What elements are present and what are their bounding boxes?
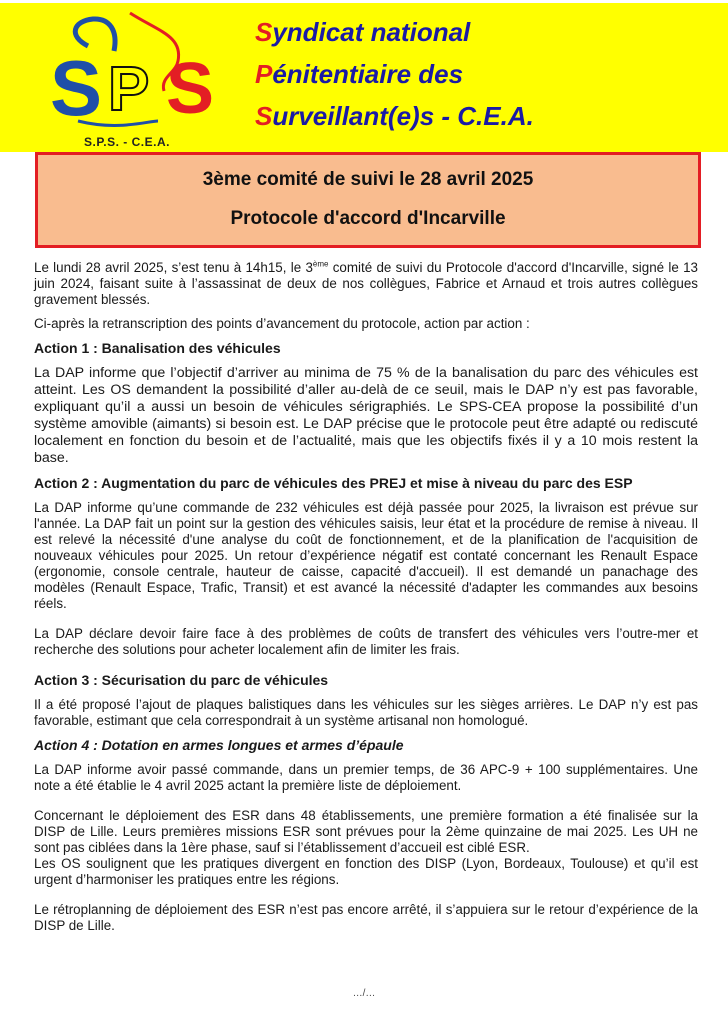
header-band bbox=[0, 3, 728, 152]
action-2-heading: Action 2 : Augmentation du parc de véhicules des PREJ et mise à niveau du parc des ESP bbox=[34, 475, 633, 491]
action-3-paragraph: Il a été proposé l’ajout de plaques balistiques dans les véhicules sur les sièges arrières. Le DAP n’y est pas favorable, estimant que cela correspondrait à un système artisanal non homologué. bbox=[34, 697, 698, 728]
action-4-paragraph: Concernant le déploiement des ESR dans 48 établissements, une première formation a été finalisée sur la DISP de Lille. Leurs premières missions ESR sont prévues pour la 2ème quinzaine de mai 2025. Les UH ne sont pas ciblées dans la 1ère phase, sauf si l’établissement d’accueil est ciblé ESR. bbox=[34, 808, 698, 855]
action-3-heading: Action 3 : Sécurisation du parc de véhicules bbox=[34, 672, 329, 688]
logo-letter-p: P bbox=[108, 55, 150, 124]
org-text: urveillant(e)s - C.E.A. bbox=[272, 101, 534, 131]
org-text: énitentiaire des bbox=[272, 59, 464, 89]
intro-paragraph-2: Ci-après la retranscription des points d’avancement du protocole, action par action : bbox=[34, 316, 530, 331]
document-title: 3ème comité de suivi le 28 avril 2025 bbox=[202, 169, 534, 190]
continuation-mark: …/… bbox=[352, 988, 376, 999]
org-initial: S bbox=[255, 17, 273, 47]
org-line-2 bbox=[255, 53, 534, 95]
document-body bbox=[34, 260, 698, 942]
intro-text: comité de suivi du Protocole d'accord d'Incarville, signé le 13 juin 2024, faisant suite à l’assassinat de deux de nos collègues, Fabrice et Arnaud et trois autres collègues gravement blessés. bbox=[34, 260, 698, 307]
logo-letter-s2: S bbox=[166, 49, 215, 129]
action-4-paragraph: La DAP informe avoir passé commande, dans un premier temps, de 36 APC-9 + 100 supplémentaires. Une note a été établie le 4 avril 2025 actant la première liste de déploiement. bbox=[34, 762, 698, 793]
title-box bbox=[35, 152, 701, 248]
document-subtitle: Protocole d'accord d'Incarville bbox=[230, 208, 506, 229]
org-initial: P bbox=[255, 59, 273, 89]
action-4-heading: Action 4 : Dotation en armes longues et armes d’épaule bbox=[34, 737, 404, 753]
org-line-3 bbox=[255, 95, 534, 137]
logo-caption: S.P.S. - C.E.A. bbox=[84, 135, 170, 149]
org-line-1 bbox=[255, 11, 534, 53]
intro-paragraph bbox=[34, 260, 698, 308]
action-2-paragraph: La DAP déclare devoir faire face à des problèmes de coûts de transfert des véhicules vers l’outre-mer et recherche des solutions pour acheter localement afin de limiter les frais. bbox=[34, 626, 698, 657]
action-2-paragraph: La DAP informe qu’une commande de 232 véhicules est déjà passée pour 2025, la livraison est prévue sur l'année. La DAP fait un point sur la gestion des véhicules saisis, leur état et la procédure de remise à niveau. Il est relevé la nécessité d'une analyse du coût de fonctionnement, et de la planification de l'acquisition de nouveaux véhicules pour 2025. Un retour d’expérience négatif est contaté concernant les Renault Espace (ergonomie, console centrale, hauteur de caisse, capacité d'accueil). Il est demandé un panachage des modèles (Renault Espace, Trafic, Transit) et est avancé la nécessité d'adapter les commandes aux besoins réels. bbox=[34, 500, 698, 611]
ordinal-superscript: ème bbox=[312, 259, 329, 269]
action-4-paragraph: Les OS soulignent que les pratiques divergent en fonction des DISP (Lyon, Bordeaux, Toulouse) et qu’il est urgent d’harmoniser les pratiques entre les régions. bbox=[34, 856, 698, 887]
action-1-heading: Action 1 : Banalisation des véhicules bbox=[34, 340, 281, 356]
org-text: yndicat national bbox=[272, 17, 471, 47]
org-initial: S bbox=[255, 101, 273, 131]
action-1-paragraph: La DAP informe que l’objectif d’arriver au minima de 75 % de la banalisation du parc des véhicules est atteint. Les OS demandent la possibilité d’aller au-delà de ce seuil, mais le DAP n’y est pas favorable, expliquant qu’il a aussi un besoin de véhicules sérigraphiés. Le SPS-CEA propose la possibilité d’un système amovible (aimants) si besoin est. Le DAP précise que le protocole peut être adapté ou rediscuté localement en fonction du besoin et de l’actualité, mais que les objectifs fixés il y a 10 mois restent la base. bbox=[34, 365, 698, 466]
intro-text: Le lundi 28 avril 2025, s’est tenu à 14h15, le 3 bbox=[34, 260, 313, 275]
action-4-paragraph: Le rétroplanning de déploiement des ESR n’est pas encore arrêté, il s’appuiera sur le retour d’expérience de la DISP de Lille. bbox=[34, 902, 698, 933]
logo-letter-s1: S bbox=[50, 44, 103, 132]
sps-logo bbox=[48, 11, 218, 151]
organization-name bbox=[255, 11, 534, 137]
